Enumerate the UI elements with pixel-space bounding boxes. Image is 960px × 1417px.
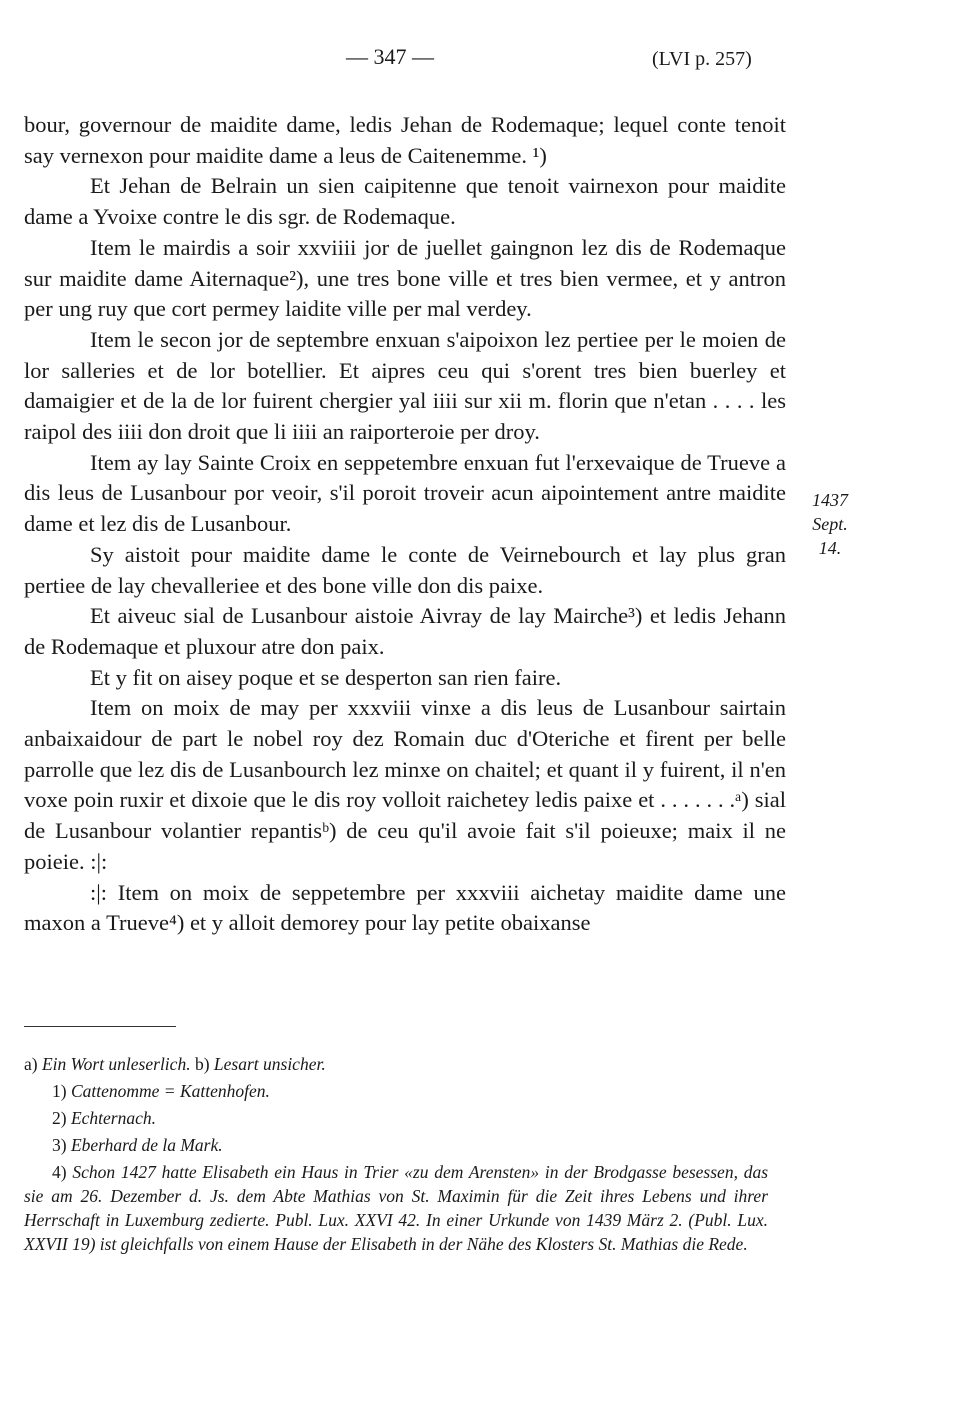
paragraph: Et aiveuc sial de Lusanbour aistoie Aivray de lay Mairche³) et ledis Jehann de Rodemaque et pluxour atre don paix. <box>24 603 786 659</box>
source-reference: (LVI p. 257) <box>652 48 752 70</box>
footnote-marker: b) <box>194 1054 210 1074</box>
page-number: — 347 — <box>346 44 434 69</box>
footnote-text: Cattenomme = Kattenhofen. <box>70 1081 270 1101</box>
footnote-text: Lesart unsicher. <box>213 1054 326 1074</box>
footnote-divider <box>24 1026 176 1027</box>
footnote-text: Echternach. <box>70 1108 156 1128</box>
margin-year: 1437 <box>812 490 848 510</box>
footnote-marker: 4) <box>52 1162 67 1182</box>
footnote-4 <box>24 1160 768 1256</box>
paragraph: bour, governour de maidite dame, ledis Jehan de Rodemaque; lequel conte tenoit say vernexon pour maidite dame a leus de Caitenemme. ¹) <box>24 112 786 168</box>
footnote-3 <box>24 1133 768 1157</box>
main-text <box>24 110 786 939</box>
margin-date: Sept. 14. <box>812 514 848 558</box>
footnote-marker: 2) <box>52 1108 67 1128</box>
footnote-1 <box>24 1079 768 1103</box>
footnote-a-b <box>24 1052 768 1076</box>
footnote-marker: 1) <box>52 1081 67 1101</box>
footnote-marker: 3) <box>52 1135 67 1155</box>
paragraph: Sy aistoit pour maidite dame le conte de Veirnebourch et lay plus gran pertiee de lay chevalleriee et des bone ville don dis paixe. <box>24 541 786 598</box>
footnote-text: Schon 1427 hatte Elisabeth ein Haus in Trier «zu dem Arensten» in der Brodgasse besessen, das sie am 26. Dezember d. Js. dem Abte Mathias von St. Maximin für die Zeit ihres Lebens und ihrer Herrschaft in Luxemburg zedierte. Publ. Lux. XXVI 42. In einer Urkunde von 1439 März 2. (Publ. Lux. XXVII 19) ist gleichfalls von einem Hause der Elisabeth in der Nähe des Klosters St. Mathias die Rede. <box>24 1162 769 1254</box>
paragraph: Item ay lay Sainte Croix en seppetembre enxuan fut l'erxevaique de Trueve a dis leus de Lusanbour por veoir, s'il poroit troveir acun aipointement antre maidite dame et lez dis de Lusanbour. <box>24 449 786 537</box>
footnote-2 <box>24 1106 768 1130</box>
paragraph: :|: Item on moix de seppetembre per xxxviii aichetay maidite dame une maxon a Trueve⁴) et y alloit demorey pour lay petite obaixanse <box>24 879 786 936</box>
paragraph: Et y fit on aisey poque et se desperton san rien faire. <box>90 664 562 690</box>
footnotes <box>24 1052 768 1259</box>
paragraph: Item on moix de may per xxxviii vinxe a dis leus de Lusanbour sairtain anbaixaidour de part le nobel roy dez Romain duc d'Oteriche et firent per belle parrolle que lez dis de Lusanbourch lez minxe on chaitel; et quant il y fuirent, il n'en voxe poin ruxir et dixoie que le dis roy volloit raichetey ledis paixe et . . . . . . .ᵃ) sial de Lusanbour volantier repantisᵇ) de ceu qu'il avoie fait s'il poieuxe; maix il ne poieie. :|: <box>24 695 786 874</box>
footnote-text: Eberhard de la Mark. <box>70 1135 223 1155</box>
paragraph: Et Jehan de Belrain un sien caipitenne que tenoit vairnexon pour maidite dame a Yvoixe contre le dis sgr. de Rodemaque. <box>24 173 786 230</box>
footnote-text: Ein Wort unleserlich. <box>41 1054 191 1074</box>
footnote-marker: a) <box>24 1054 38 1074</box>
paragraph: Item le mairdis a soir xxviiii jor de juellet gaingnon lez dis de Rodemaque sur maidite dame Aiternaque²), une tres bone ville et tres bien vermee, et y antron per ung ruy que cort permey laidite ville per mal verdey. <box>24 234 786 322</box>
page-header <box>0 44 960 78</box>
margin-date-note <box>800 488 860 560</box>
paragraph: Item le secon jor de septembre enxuan s'aipoixon lez pertiee per le moien de lor salleries et de lor botellier. Et aipres ceu qui s'orent tres bien buerley et damaigier et de la de lor fuirent chergier yal iiii sur xii m. florin que n'etan . . . . les raipol des iiii don droit que li iiii an raiporteroie per droy. <box>24 326 786 445</box>
